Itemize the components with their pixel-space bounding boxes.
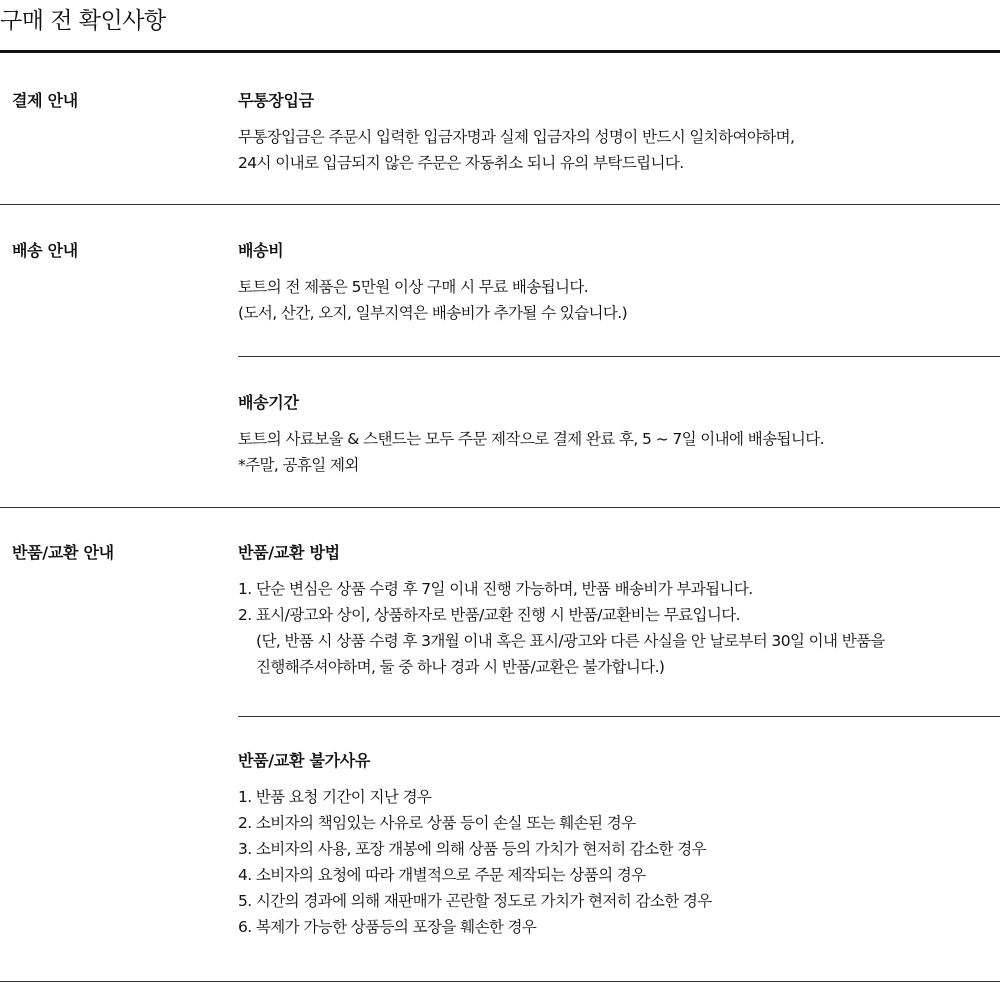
block-text-line: 1. 반품 요청 기간이 지난 경우 bbox=[238, 788, 432, 806]
block-text-line: 3. 소비자의 사용, 포장 개봉에 의해 상품 등의 가치가 현저히 감소한 경우 bbox=[238, 840, 706, 858]
block-text-line: 5. 시간의 경과에 의해 재판매가 곤란할 정도로 가치가 현저히 감소한 경우 bbox=[238, 892, 712, 910]
block-return-method bbox=[238, 542, 998, 680]
block-text-line: 6. 복제가 가능한 상품등의 포장을 훼손한 경우 bbox=[238, 918, 537, 936]
block-heading: 배송기간 bbox=[238, 393, 299, 412]
block-text-line: 4. 소비자의 요청에 따라 개별적으로 주문 제작되는 상품의 경우 bbox=[238, 866, 646, 884]
block-text-line: 토트의 전 제품은 5만원 이상 구매 시 무료 배송됩니다. bbox=[238, 278, 589, 296]
block-bank-transfer bbox=[238, 90, 998, 176]
section-label-payment: 결제 안내 bbox=[12, 91, 78, 110]
block-heading: 반품/교환 불가사유 bbox=[238, 751, 371, 770]
block-text-line: 1. 단순 변심은 상품 수령 후 7일 이내 진행 가능하며, 반품 배송비가 부과됩니다. bbox=[238, 580, 753, 598]
page-title: 구매 전 확인사항 bbox=[0, 8, 166, 34]
section-label-returns: 반품/교환 안내 bbox=[12, 543, 114, 562]
block-shipping-period bbox=[238, 392, 998, 478]
block-shipping-fee bbox=[238, 240, 998, 326]
section-label-shipping: 배송 안내 bbox=[12, 241, 78, 260]
block-text-line: 진행해주셔야하며, 둘 중 하나 경과 시 반품/교환은 불가합니다.) bbox=[256, 658, 665, 676]
block-divider bbox=[238, 716, 1000, 717]
block-text-line: 무통장입금은 주문시 입력한 입금자명과 실제 입금자의 성명이 반드시 일치하여야하며, bbox=[238, 128, 795, 146]
block-return-exclusions bbox=[238, 750, 998, 940]
block-text-line: 24시 이내로 입금되지 않은 주문은 자동취소 되니 유의 부탁드립니다. bbox=[238, 154, 684, 172]
section-divider bbox=[0, 507, 1000, 508]
section-divider bbox=[0, 981, 1000, 982]
block-heading: 배송비 bbox=[238, 241, 284, 260]
block-text-line: 2. 표시/광고와 상이, 상품하자로 반품/교환 진행 시 반품/교환비는 무료입니다. bbox=[238, 606, 740, 624]
block-heading: 반품/교환 방법 bbox=[238, 543, 340, 562]
block-text-line: 토트의 사료보울 & 스탠드는 모두 주문 제작으로 결제 완료 후, 5 ~ 7일 이내에 배송됩니다. bbox=[238, 430, 824, 448]
block-text-line: *주말, 공휴일 제외 bbox=[238, 456, 359, 474]
title-divider bbox=[0, 50, 1000, 53]
block-text-line: (도서, 산간, 오지, 일부지역은 배송비가 추가될 수 있습니다.) bbox=[238, 304, 628, 322]
block-text-line: (단, 반품 시 상품 수령 후 3개월 이내 혹은 표시/광고와 다른 사실을 안 날로부터 30일 이내 반품을 bbox=[256, 632, 885, 650]
block-heading: 무통장입금 bbox=[238, 91, 314, 110]
section-divider bbox=[0, 204, 1000, 205]
block-text-line: 2. 소비자의 책임있는 사유로 상품 등이 손실 또는 훼손된 경우 bbox=[238, 814, 636, 832]
block-divider bbox=[238, 356, 1000, 357]
